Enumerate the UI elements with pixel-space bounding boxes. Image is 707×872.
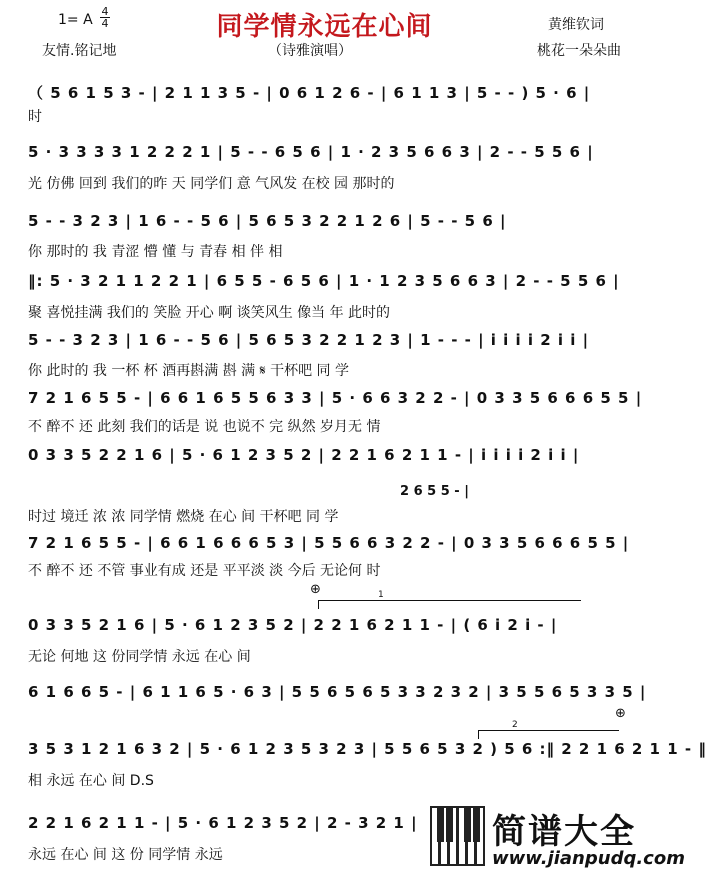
volta-bracket-1 <box>318 600 581 609</box>
singer: （诗雅演唱） <box>268 43 352 59</box>
notation-line: 5 - - 3 2 3 | 1 6 - - 5 6 | 5 6 5 3 2 2 1 2 3 | 1 - - - | i i i i 2 i i | <box>28 331 590 349</box>
lyric-line: 不 醉不 还 此刻 我们的话是 说 也说不 完 纵然 岁月无 情 <box>28 419 381 435</box>
score-row-10 <box>28 683 647 711</box>
notation-line: 6 1 6 6 5 - | 6 1 1 6 5 · 6 3 | 5 5 6 5 6 5 3 3 2 3 2 | 3 5 5 6 5 3 3 5 | <box>28 683 647 701</box>
score-row-8 <box>28 534 630 579</box>
composer: 桃花一朵朵曲 <box>537 43 621 59</box>
notation-line: 0 3 3 5 2 2 1 6 | 5 · 6 1 2 3 5 2 | 2 2 1 6 2 1 1 - | i i i i 2 i i | <box>28 446 580 464</box>
coda-icon: ⊕ <box>310 582 321 597</box>
score-row-4 <box>28 272 628 321</box>
lyric-line: 永远 在心 间 这 份 同学情 永远 <box>28 847 223 863</box>
piano-icon <box>430 806 486 866</box>
logo-url-text: www.jianpudq.com <box>492 848 685 869</box>
notation-line: （ 5 6 1 5 3 - | 2 1 1 3 5 - | 0 6 1 2 6 - | 6 1 1 3 | 5 - - ) 5 · 6 | <box>28 84 591 102</box>
song-title: 同学情永远在心间 <box>216 12 433 42</box>
time-signature-top: 4 <box>101 5 109 18</box>
notation-line: 7 2 1 6 5 5 - | 6 6 1 6 5 5 6 3 3 | 5 · 6 6 3 2 2 - | 0 3 3 5 6 6 6 5 5 | <box>28 389 643 407</box>
lyric-line: 时 <box>28 109 42 125</box>
volta-number-1: 1 <box>378 590 384 600</box>
lyric-line: 相 永远 在心 间 D.S <box>28 773 154 789</box>
lyric-line: 你 此时的 我 一杯 杯 酒再斟满 斟 满 𝄋 干杯吧 同 学 <box>28 363 349 379</box>
subtitle-left: 友情.铭记地 <box>42 43 117 59</box>
notation-line: ‖: 5 · 3 2 1 1 2 2 1 | 6 5 5 - 6 5 6 | 1 · 1 2 3 5 6 6 3 | 2 - - 5 5 6 | <box>28 272 620 290</box>
score-row-6 <box>28 389 643 435</box>
score-row-7 <box>28 446 628 525</box>
score-row-9 <box>28 616 628 665</box>
score-row-3 <box>28 212 628 260</box>
lyric-line: 无论 何地 这 份同学情 永远 在心 间 <box>28 649 251 665</box>
lyric-line: 光 仿佛 回到 我们的昨 天 同学们 意 气风发 在校 园 那时的 <box>28 176 395 192</box>
time-signature-bottom: 4 <box>101 17 109 30</box>
volta-number-2: 2 <box>512 720 518 730</box>
notation-line: 2 2 1 6 2 1 1 - | 5 · 6 1 2 3 5 2 | 2 - 3 2 1 | <box>28 814 418 832</box>
upper-alternate-notes: 2 6 5 5 - | <box>400 484 469 499</box>
score-row-1 <box>28 82 628 125</box>
coda-icon: ⊕ <box>615 706 626 721</box>
notation-line: 0 3 3 5 2 1 6 | 5 · 6 1 2 3 5 2 | 2 2 1 6 2 1 1 - | ( 6 i 2 i - | <box>28 616 558 634</box>
notation-line: 5 - - 3 2 3 | 1 6 - - 5 6 | 5 6 5 3 2 2 1 2 6 | 5 - - 5 6 | <box>28 212 507 230</box>
score-row-5 <box>28 331 628 379</box>
lyric-line: 你 那时的 我 青涩 懵 懂 与 青春 相 伴 相 <box>28 244 283 260</box>
notation-line: 3 5 3 1 2 1 6 3 2 | 5 · 6 1 2 3 5 3 2 3 | 5 5 6 5 3 2 ) 5 6 :‖ 2 2 1 6 2 1 1 - ‖ <box>28 740 707 758</box>
score-row-2 <box>28 143 628 192</box>
notation-line: 7 2 1 6 5 5 - | 6 6 1 6 6 6 5 3 | 5 5 6 6 3 2 2 - | 0 3 3 5 6 6 6 5 5 | <box>28 534 630 552</box>
key-signature: 1= A <box>58 12 93 28</box>
lyric-line: 聚 喜悦挂满 我们的 笑脸 开心 啊 谈笑风生 像当 年 此时的 <box>28 305 391 321</box>
lyric-line: 时过 境迁 浓 浓 同学情 燃烧 在心 间 干杯吧 同 学 <box>28 509 339 525</box>
notation-line: 5 · 3 3 3 3 1 2 2 2 1 | 5 - - 6 5 6 | 1 · 2 3 5 6 6 3 | 2 - - 5 5 6 | <box>28 143 594 161</box>
volta-bracket-2 <box>478 730 619 739</box>
logo-brand-text: 简谱大全 <box>492 812 636 852</box>
lyricist: 黄维钦词 <box>548 17 604 33</box>
site-logo <box>430 804 685 872</box>
score-row-11 <box>28 740 707 789</box>
lyric-line: 不 醉不 还 不管 事业有成 还是 平平淡 淡 今后 无论何 时 <box>28 563 381 579</box>
